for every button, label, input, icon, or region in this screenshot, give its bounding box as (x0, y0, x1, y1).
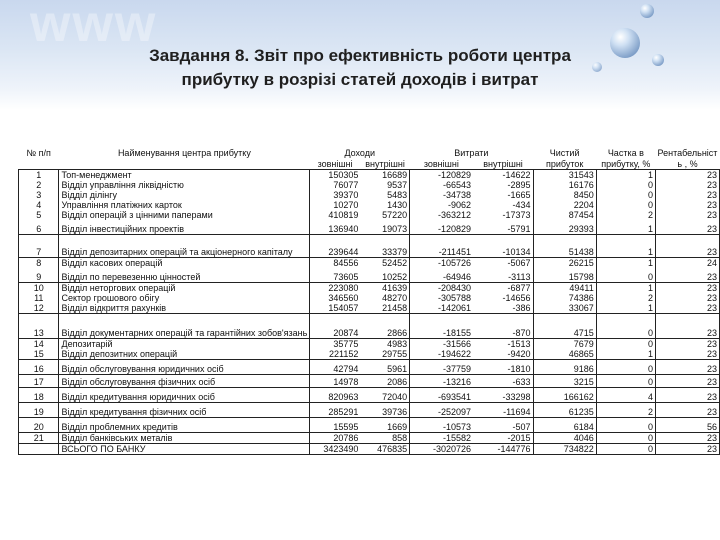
income-int-cell: 5483 (360, 190, 409, 200)
net-profit-cell: 734822 (533, 444, 596, 455)
subheader-exp-int: внутрішні (483, 159, 523, 169)
row-number-cell: 1 (19, 170, 59, 181)
row-number-cell (19, 444, 59, 455)
income-int-cell: 9537 (360, 180, 409, 190)
row-number-cell: 6 (19, 220, 59, 235)
income-ext-cell: 20786 (310, 433, 361, 444)
profitability-cell: 23 (655, 303, 719, 314)
profit-share-cell: 0 (596, 314, 655, 339)
table-row (19, 258, 720, 269)
income-int-cell: 72040 (360, 388, 409, 403)
net-profit-cell: 87454 (533, 210, 596, 220)
net-profit-cell: 74386 (533, 293, 596, 303)
expense-ext-cell: -31566 (410, 339, 473, 350)
net-profit-cell: 166162 (533, 388, 596, 403)
table-row (19, 170, 720, 181)
row-number-cell: 3 (19, 190, 59, 200)
expense-int-cell: -3113 (473, 268, 533, 283)
table-row (19, 403, 720, 418)
table-row (19, 293, 720, 303)
table-row (19, 303, 720, 314)
row-name-cell: Відділ інвестиційних проектів (59, 220, 310, 235)
profit-share-cell: 1 (596, 220, 655, 235)
row-number-cell: 8 (19, 258, 59, 269)
row-name-cell: Відділ касових операцій (59, 258, 310, 269)
profit-share-cell: 0 (596, 200, 655, 210)
header-share: Частка в (607, 148, 644, 158)
income-int-cell: 4983 (360, 339, 409, 350)
header-profit: Чистий (549, 148, 580, 158)
income-int-cell: 19073 (360, 220, 409, 235)
row-number-cell: 9 (19, 268, 59, 283)
net-profit-cell: 46865 (533, 349, 596, 360)
profitability-cell: 23 (655, 339, 719, 350)
profit-share-cell: 0 (596, 418, 655, 433)
subheader-rent: ь , % (677, 159, 698, 169)
expense-ext-cell: -10573 (410, 418, 473, 433)
expense-ext-cell: -208430 (410, 283, 473, 294)
table-row (19, 220, 720, 235)
profitability-cell: 23 (655, 349, 719, 360)
income-int-cell: 29755 (360, 349, 409, 360)
row-name-cell: Відділ банківських металів (59, 433, 310, 444)
income-ext-cell: 3423490 (310, 444, 361, 455)
row-number-cell: 5 (19, 210, 59, 220)
expense-int-cell: -507 (473, 418, 533, 433)
income-ext-cell: 410819 (328, 210, 359, 220)
expense-ext-cell: -37759 (410, 360, 473, 375)
row-name-cell: Відділ обслуговування юридичних осіб (59, 360, 310, 375)
table-row (19, 433, 720, 444)
expense-ext-cell: -194622 (438, 349, 472, 359)
expense-int-cell: -11694 (473, 403, 533, 418)
row-number-cell: 10 (19, 283, 59, 294)
row-number-cell: 11 (19, 293, 59, 303)
income-int-cell: 52452 (360, 258, 409, 269)
income-int-cell: 2866 (360, 314, 409, 339)
expense-int-cell: -1665 (473, 190, 533, 200)
expense-int-cell: -5791 (473, 220, 533, 235)
row-number-cell: 19 (19, 403, 59, 418)
net-profit-cell: 3215 (533, 375, 596, 388)
profitability-cell: 23 (655, 190, 719, 200)
subheader-profit: прибуток (545, 159, 584, 169)
table-row (19, 339, 720, 350)
subheader-exp-ext: зовнішні (423, 159, 459, 169)
profitability-cell: 23 (655, 283, 719, 294)
net-profit-cell: 9186 (533, 360, 596, 375)
expense-ext-cell: -3020726 (410, 444, 473, 455)
income-ext-cell: 239644 (310, 235, 361, 258)
net-profit-cell: 7679 (533, 339, 596, 350)
income-ext-cell: 285291 (310, 403, 361, 418)
expense-ext-cell: -66543 (443, 180, 472, 190)
header-income: Доходи (344, 148, 376, 158)
subheader-income-ext: зовнішні (317, 159, 353, 169)
profitability-cell: 23 (655, 388, 719, 403)
expense-int-cell: -144776 (473, 444, 533, 455)
row-name-cell: Відділ операцій з цінними паперами (59, 210, 310, 220)
net-profit-cell: 2204 (533, 200, 596, 210)
row-name-cell: Відділ кредитування фізичних осіб (59, 403, 310, 418)
table-row (19, 210, 720, 220)
income-int-cell: 39736 (360, 403, 409, 418)
expense-int-cell: -1513 (473, 339, 533, 350)
row-number-cell: 20 (19, 418, 59, 433)
row-name-cell: Депозитарій (59, 339, 310, 350)
expense-ext-cell: -211451 (410, 235, 473, 258)
income-ext-cell: 154057 (328, 303, 359, 313)
income-ext-cell: 73605 (333, 272, 359, 282)
row-name-cell: Відділ неторгових операцій (59, 283, 310, 294)
income-int-cell: 21458 (360, 303, 409, 314)
header-no: № п/п (26, 148, 51, 158)
header-name: Найменування центра прибутку (117, 148, 251, 158)
expense-ext-cell: -15582 (410, 433, 473, 444)
row-name-cell: Відділ кредитування юридичних осіб (59, 388, 310, 403)
expense-int-cell: -434 (473, 200, 533, 210)
table-header-row (19, 147, 720, 158)
profit-share-cell: 2 (596, 403, 655, 418)
income-int-cell: 476835 (360, 444, 409, 455)
row-number-cell: 17 (19, 375, 59, 388)
expense-ext-cell: -64946 (443, 272, 472, 282)
expense-int-cell: -870 (473, 314, 533, 339)
profitability-cell: 23 (655, 268, 719, 283)
row-name-cell: Відділ депозитних операцій (59, 349, 310, 360)
table-row (19, 360, 720, 375)
row-name-cell: Відділ управління ліквідністю (59, 180, 310, 190)
header-expenses: Витрати (454, 148, 489, 158)
profit-share-cell: 0 (596, 433, 655, 444)
expense-int-cell: -14622 (473, 170, 533, 181)
table-subheader-row (19, 158, 720, 170)
profitability-cell: 23 (655, 210, 719, 220)
row-number-cell: 16 (19, 360, 59, 375)
row-number-cell: 7 (19, 235, 59, 258)
table-row (19, 375, 720, 388)
profitability-cell: 23 (655, 170, 719, 181)
profit-share-cell: 1 (596, 283, 655, 294)
expense-ext-cell: -105726 (410, 258, 473, 269)
header-rent: Рентабельніст (657, 148, 718, 158)
row-name-cell: Відділ по перевезенню цінностей (59, 268, 310, 283)
profit-share-cell: 0 (596, 268, 655, 283)
table-row (19, 283, 720, 294)
profit-share-cell: 4 (596, 388, 655, 403)
income-int-cell: 5961 (360, 360, 409, 375)
table-body (19, 170, 720, 455)
bubble-decoration (640, 4, 654, 18)
table-row (19, 268, 720, 283)
row-number-cell: 13 (19, 314, 59, 339)
row-name-cell: Відділ документарних операцій та гарантійних зобов'язань (59, 314, 310, 339)
income-ext-cell: 84556 (310, 258, 361, 269)
row-number-cell: 18 (19, 388, 59, 403)
profitability-cell: 23 (655, 375, 719, 388)
income-ext-cell: 346560 (328, 293, 359, 303)
income-int-cell: 16689 (360, 170, 409, 181)
expense-ext-cell: -120829 (438, 224, 472, 234)
profitability-cell: 23 (655, 235, 719, 258)
expense-int-cell: -14656 (473, 293, 533, 303)
profit-share-cell: 0 (596, 444, 655, 455)
profit-share-cell: 1 (596, 258, 655, 269)
profitability-cell: 24 (655, 258, 719, 269)
expense-ext-cell: -305788 (438, 293, 472, 303)
profitability-cell: 23 (655, 200, 719, 210)
net-profit-cell: 33067 (533, 303, 596, 314)
row-name-cell: ВСЬОГО ПО БАНКУ (59, 444, 310, 455)
page-title (60, 44, 660, 92)
expense-int-cell: -386 (473, 303, 533, 314)
net-profit-cell: 61235 (533, 403, 596, 418)
row-name-cell: Відділ обслуговування фізичних осіб (59, 375, 310, 388)
net-profit-cell: 15798 (533, 268, 596, 283)
profit-share-cell: 1 (596, 349, 655, 360)
row-number-cell: 2 (19, 180, 59, 190)
expense-ext-cell: -34738 (443, 190, 472, 200)
row-name-cell: Сектор грошового обігу (59, 293, 310, 303)
net-profit-cell: 8450 (533, 190, 596, 200)
income-ext-cell: 35775 (310, 339, 361, 350)
title-line-2: прибутку в розрізі статей доходів і витрат (181, 70, 539, 89)
profit-share-cell: 1 (596, 170, 655, 181)
subheader-share: прибутку, % (601, 159, 651, 169)
profitability-cell: 23 (655, 293, 719, 303)
income-ext-cell: 14978 (310, 375, 361, 388)
income-ext-cell: 223080 (310, 283, 361, 294)
income-ext-cell: 221152 (329, 349, 359, 359)
income-int-cell: 1430 (360, 200, 409, 210)
expense-ext-cell: -693541 (410, 388, 473, 403)
profit-share-cell: 1 (596, 235, 655, 258)
profitability-cell: 23 (655, 314, 719, 339)
row-name-cell: Управління платіжних карток (59, 200, 310, 210)
income-int-cell: 57220 (360, 210, 409, 220)
income-int-cell: 10252 (360, 268, 409, 283)
row-name-cell: Відділ проблемних кредитів (59, 418, 310, 433)
table-row (19, 314, 720, 339)
net-profit-cell: 29393 (533, 220, 596, 235)
profitability-cell: 23 (655, 444, 719, 455)
profit-share-cell: 0 (596, 360, 655, 375)
income-ext-cell: 820963 (310, 388, 361, 403)
table-row (19, 418, 720, 433)
profit-share-cell: 2 (596, 210, 655, 220)
income-int-cell: 1669 (360, 418, 409, 433)
row-name-cell: Відділ депозитарних операцій та акціонерного капіталу (59, 235, 310, 258)
subheader-income-int: внутрішні (365, 159, 405, 169)
row-name-cell: Відділ відкриття рахунків (59, 303, 310, 314)
income-ext-cell: 42794 (310, 360, 361, 375)
table-row (19, 190, 720, 200)
expense-ext-cell: -120829 (410, 170, 473, 181)
income-int-cell: 41639 (360, 283, 409, 294)
profit-share-cell: 0 (596, 375, 655, 388)
profitability-cell: 23 (655, 220, 719, 235)
income-ext-cell: 39370 (333, 190, 359, 200)
expense-ext-cell: -9062 (448, 200, 472, 210)
expense-ext-cell: -18155 (410, 314, 473, 339)
income-int-cell: 858 (360, 433, 409, 444)
expense-int-cell: -633 (473, 375, 533, 388)
expense-int-cell: -5067 (473, 258, 533, 269)
net-profit-cell: 4715 (533, 314, 596, 339)
profit-share-cell: 1 (596, 303, 655, 314)
profitability-cell: 23 (655, 433, 719, 444)
income-ext-cell: 150305 (310, 170, 361, 181)
expense-int-cell: -2895 (473, 180, 533, 190)
income-ext-cell: 15595 (310, 418, 361, 433)
net-profit-cell: 31543 (533, 170, 596, 181)
row-number-cell: 12 (19, 303, 59, 314)
expense-ext-cell: -142061 (438, 303, 472, 313)
row-name-cell: Відділ ділінгу (59, 190, 310, 200)
table-row (19, 235, 720, 258)
income-ext-cell: 76077 (333, 180, 359, 190)
income-ext-cell: 10270 (333, 200, 359, 210)
profitability-cell: 23 (655, 360, 719, 375)
row-number-cell: 14 (19, 339, 59, 350)
income-int-cell: 33379 (360, 235, 409, 258)
expense-int-cell: -33298 (473, 388, 533, 403)
expense-ext-cell: -363212 (438, 210, 472, 220)
table-row (19, 180, 720, 190)
profitability-cell: 23 (655, 180, 719, 190)
expense-int-cell: -2015 (473, 433, 533, 444)
net-profit-cell: 6184 (533, 418, 596, 433)
net-profit-cell: 4046 (533, 433, 596, 444)
income-ext-cell: 136940 (328, 224, 359, 234)
table-row (19, 444, 720, 455)
profit-share-cell: 0 (596, 339, 655, 350)
net-profit-cell: 26215 (533, 258, 596, 269)
profitability-cell: 56 (655, 418, 719, 433)
net-profit-cell: 51438 (533, 235, 596, 258)
row-number-cell: 15 (19, 349, 59, 360)
expense-int-cell: -1810 (473, 360, 533, 375)
income-int-cell: 2086 (360, 375, 409, 388)
expense-int-cell: -10134 (473, 235, 533, 258)
profit-center-table (18, 147, 720, 455)
row-name-cell: Топ-менеджмент (59, 170, 310, 181)
net-profit-cell: 49411 (533, 283, 596, 294)
profit-share-cell: 0 (596, 180, 655, 190)
table-row (19, 200, 720, 210)
row-number-cell: 4 (19, 200, 59, 210)
income-ext-cell: 20874 (310, 314, 361, 339)
expense-ext-cell: -13216 (410, 375, 473, 388)
income-int-cell: 48270 (360, 293, 409, 303)
profit-share-cell: 2 (596, 293, 655, 303)
watermark: www (30, 0, 158, 53)
table-row (19, 388, 720, 403)
expense-ext-cell: -252097 (410, 403, 473, 418)
expense-int-cell: -9420 (473, 349, 533, 360)
expense-int-cell: -6877 (473, 283, 533, 294)
table-row (19, 349, 720, 360)
title-line-1: Завдання 8. Звіт про ефективність роботи центра (149, 46, 571, 65)
expense-int-cell: -17373 (473, 210, 533, 220)
profit-share-cell: 0 (596, 190, 655, 200)
net-profit-cell: 16176 (533, 180, 596, 190)
profitability-cell: 23 (655, 403, 719, 418)
row-number-cell: 21 (19, 433, 59, 444)
